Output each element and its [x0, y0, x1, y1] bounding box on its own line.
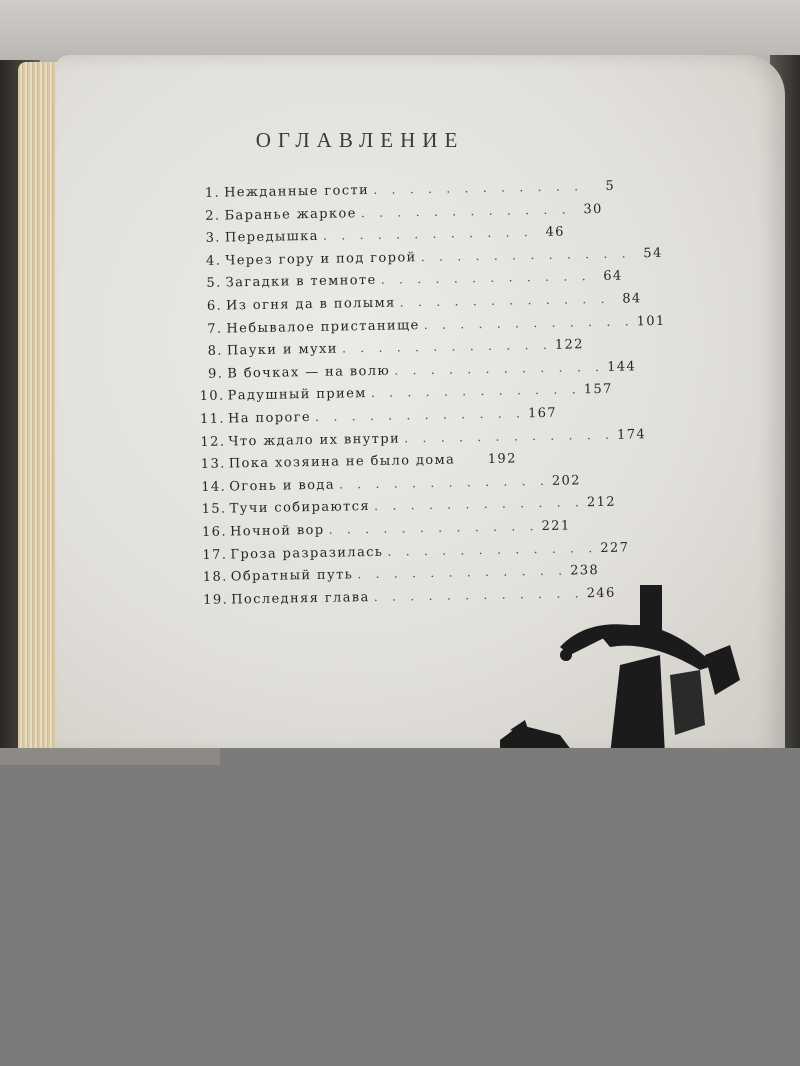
toc-leader: . . . . . . . . . . . . [370, 382, 581, 402]
toc-leader: . . . . . . . . . . . . [341, 337, 553, 357]
toc-entry-title: Гроза разразилась [230, 544, 384, 562]
toc-entry-number: 11. [199, 411, 226, 427]
toc-entry-number: 17. [202, 547, 228, 563]
toc-leader: . . . . . . . . . . . . [393, 359, 605, 379]
toc-entry-title: Ночной вор [229, 522, 325, 540]
toc-entry-number: 16. [201, 524, 228, 540]
toc-entry-title: Огонь и вода [229, 477, 336, 495]
toc-entry-title: Пока хозяина не было дома [228, 452, 456, 472]
toc-entry-page: 54 [643, 245, 663, 261]
toc-leader: . . . . . . . . . . . . [360, 202, 571, 221]
table-of-contents [196, 178, 666, 615]
toc-entry-page: 192 [487, 451, 517, 468]
toc-entry-page: 167 [527, 405, 558, 422]
toc-entry-page: 238 [570, 563, 600, 579]
toc-entry-number: 14. [201, 479, 227, 495]
toc-entry-page: 246 [586, 585, 616, 601]
toc-entry-title: В бочках — на волю [227, 363, 391, 382]
dwarf-woodcut-illustration [500, 585, 790, 755]
toc-entry-title: Из огня да в полымя [225, 295, 396, 314]
toc-entry-title: Небывалое пристанище [226, 317, 420, 337]
toc-entry-number: 13. [200, 456, 226, 473]
toc-entry-page: 101 [636, 313, 666, 329]
toc-entry-number: 2. [205, 208, 221, 224]
toc-entry-page: 202 [551, 473, 582, 489]
toc-entry-page: 227 [600, 539, 630, 556]
toc-entry-title: Нежданные гости [223, 182, 370, 201]
toc-leader: . . . . . . . . . . . . [420, 246, 631, 265]
toc-entry-number: 10. [199, 388, 225, 405]
toc-entry-page: 64 [603, 268, 623, 285]
photo-overlay [0, 765, 800, 1066]
toc-entry-number: 3. [205, 230, 222, 247]
toc-entry-title: Радушный прием [227, 386, 367, 404]
toc-leader: . . . . . . . . . . . . [399, 291, 610, 311]
toc-leader: . . . . . . . . . . . . [314, 406, 526, 425]
toc-entry-number: 9. [207, 366, 224, 382]
toc-leader: . . . . . . . . . . . . [373, 585, 584, 605]
toc-entry-title: Через гору и под горой [225, 249, 417, 269]
toc-entry-page: 157 [583, 382, 613, 398]
toc-entry-number: 15. [201, 501, 227, 518]
toc-entry-title: Последняя глава [231, 589, 370, 608]
toc-entry-number: 1. [204, 185, 221, 201]
toc-entry-number: 6. [206, 298, 223, 314]
toc-entry-number: 18. [202, 569, 228, 586]
toc-entry-page: 212 [586, 495, 617, 511]
toc-leader: . . . . . . . . . . . . [373, 495, 585, 515]
toc-entry-title: Пауки и мухи [226, 341, 339, 359]
toc-entry-number: 7. [207, 321, 223, 337]
toc-entry-title: Передышка [224, 229, 320, 246]
toc-leader: . . . . . . . . . . . . [380, 269, 591, 289]
toc-entry-page: 174 [616, 426, 647, 443]
toc-entry-number: 8. [207, 343, 224, 359]
toc-entry-page: 84 [622, 291, 642, 307]
toc-leader [455, 463, 485, 464]
toc-entry-title: Баранье жаркое [224, 205, 357, 224]
toc-entry-page: 221 [541, 518, 571, 534]
toc-leader: . . . . . . . . . . . . [338, 473, 550, 493]
toc-leader: . . . . . . . . . . . . [403, 427, 615, 446]
toc-entry-title: Обратный путь [230, 567, 354, 585]
toc-entry-title: Загадки в темноте [225, 273, 377, 291]
toc-entry-number: 5. [206, 275, 222, 292]
toc-leader: . . . . . . . . . . . . [322, 225, 534, 244]
toc-entry-number: 4. [205, 253, 222, 269]
toc-entry-page: 144 [606, 359, 637, 375]
toc-entry-page: 5 [605, 178, 616, 194]
toc-leader: . . . . . . . . . . . . [328, 518, 539, 538]
toc-leader: . . . . . . . . . . . . [423, 313, 634, 333]
toc-entry-page: 122 [554, 337, 585, 353]
toc-title: ОГЛАВЛЕНИЕ [255, 128, 465, 152]
toc-entry-number: 19. [203, 592, 229, 608]
toc-leader: . . . . . . . . . . . . [387, 540, 598, 560]
toc-entry-number: 12. [200, 434, 226, 450]
toc-entry-page: 30 [583, 201, 603, 217]
toc-entry-title: Тучи собираются [229, 499, 371, 517]
illustration-icon [500, 585, 790, 755]
toc-entry-title: Что ждало их внутри [228, 431, 401, 450]
toc-entry-title: На пороге [227, 409, 312, 427]
toc-leader: . . . . . . . . . . . . [373, 179, 584, 198]
toc-leader: . . . . . . . . . . . . [357, 563, 568, 583]
toc-entry-page: 46 [545, 224, 566, 241]
